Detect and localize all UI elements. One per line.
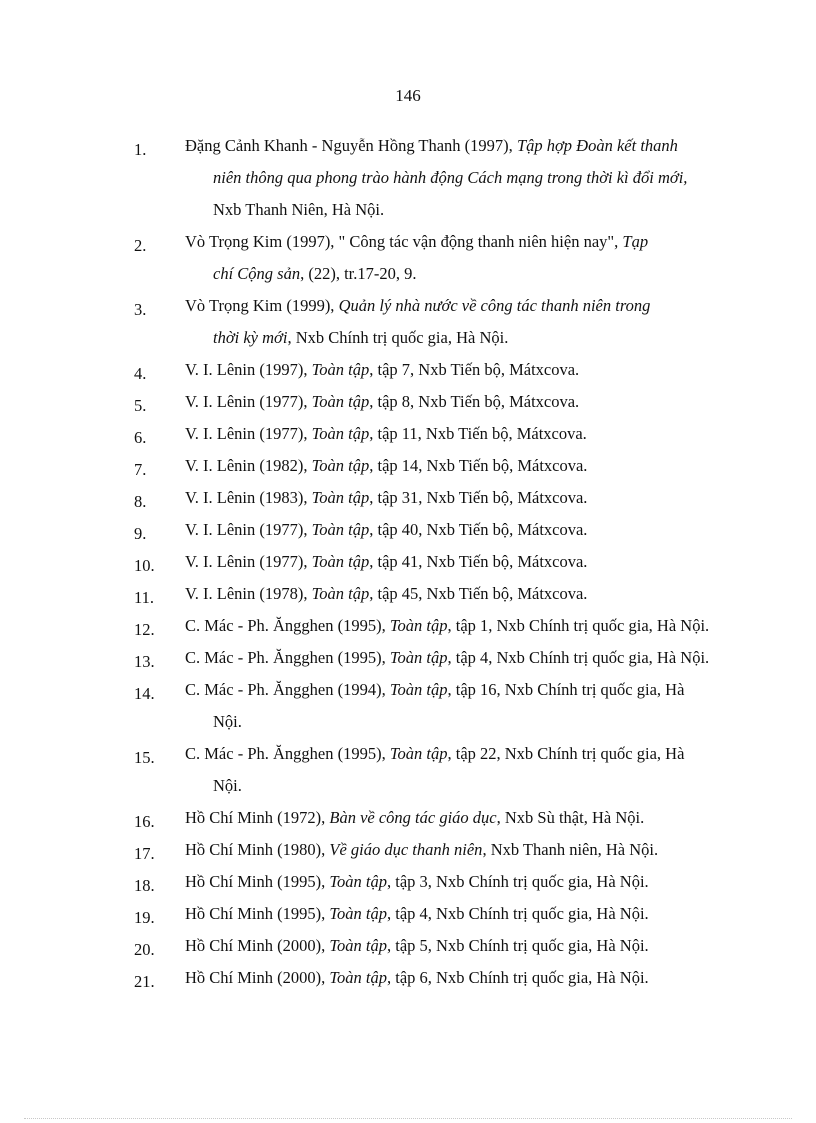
reference-segment: V. I. Lênin (1983), [185, 488, 312, 507]
reference-title-segment: Toàn tập [389, 616, 448, 635]
reference-segment: , Nxb Sù thật, Hà Nội. [496, 808, 645, 827]
reference-number: 13. [134, 652, 155, 671]
reference-title-segment: Tập hợp Đoàn kết thanh [516, 136, 678, 155]
reference-text [185, 866, 745, 898]
reference-line [185, 162, 745, 194]
reference-segment: , tập 4, Nxb Chính trị quốc gia, Hà Nội. [387, 904, 649, 923]
reference-item [0, 674, 816, 738]
reference-segment: , tập 8, Nxb Tiến bộ, Mátxcova. [369, 392, 580, 411]
reference-text [185, 578, 745, 610]
reference-title-segment: Về giáo dục thanh niên [329, 840, 483, 859]
reference-segment: , tập 14, Nxb Tiến bộ, Mátxcova. [369, 456, 588, 475]
reference-title-segment: niên thông qua phong trào hành động Cách mạng trong thời kì đổi mới, [213, 168, 688, 187]
reference-text [185, 386, 745, 418]
reference-segment: , tập 40, Nxb Tiến bộ, Mátxcova. [369, 520, 588, 539]
reference-segment: , Nxb Thanh niên, Hà Nội. [482, 840, 659, 859]
reference-segment: Vò Trọng Kim (1999), [185, 296, 339, 315]
reference-text [185, 514, 745, 546]
reference-number: 3. [134, 300, 147, 319]
reference-number: 4. [134, 364, 147, 383]
reference-number: 7. [134, 460, 147, 479]
reference-title-segment: Toàn tập [389, 680, 448, 699]
reference-title-segment: Toàn tập [329, 872, 387, 891]
reference-line [185, 130, 745, 162]
reference-line [185, 578, 745, 610]
reference-segment: , tập 16, Nxb Chính trị quốc gia, Hà [447, 680, 685, 699]
reference-segment: V. I. Lênin (1977), [185, 392, 312, 411]
reference-item [0, 514, 816, 546]
reference-segment: C. Mác - Ph. Ăngghen (1994), [185, 680, 390, 699]
reference-segment: V. I. Lênin (1978), [185, 584, 312, 603]
reference-line [185, 258, 745, 290]
reference-number: 15. [134, 748, 155, 767]
reference-line [185, 706, 745, 738]
reference-text [185, 642, 745, 674]
reference-text [185, 898, 745, 930]
reference-segment: V. I. Lênin (1977), [185, 424, 312, 443]
reference-title-segment: thời kỳ mới [213, 328, 288, 347]
reference-title-segment: Toàn tập [311, 456, 370, 475]
reference-line [185, 738, 745, 770]
reference-segment: Vò Trọng Kim (1997), " Công tác vận động thanh niên hiện nay", [185, 232, 623, 251]
reference-title-segment: Toàn tập [311, 392, 370, 411]
reference-text [185, 450, 745, 482]
reference-title-segment: Toàn tập [311, 552, 370, 571]
reference-title-segment: Toàn tập [329, 936, 387, 955]
reference-segment: , tập 11, Nxb Tiến bộ, Mátxcova. [369, 424, 587, 443]
reference-line [185, 802, 745, 834]
reference-item [0, 226, 816, 290]
reference-text [185, 482, 745, 514]
reference-line [185, 930, 745, 962]
reference-segment: Nxb Thanh Niên, Hà Nội. [213, 200, 385, 219]
reference-title-segment: Bàn về công tác giáo dục [329, 808, 497, 827]
reference-item [0, 386, 816, 418]
reference-number: 21. [134, 972, 155, 991]
reference-line [185, 482, 745, 514]
reference-segment: Hồ Chí Minh (1980), [185, 840, 330, 859]
reference-number: 20. [134, 940, 155, 959]
reference-segment: , tập 31, Nxb Tiến bộ, Mátxcova. [369, 488, 588, 507]
reference-title-segment: chí Cộng sản [213, 264, 301, 283]
reference-item [0, 866, 816, 898]
reference-title-segment: Toàn tập [389, 648, 448, 667]
reference-number: 5. [134, 396, 147, 415]
reference-line [185, 898, 745, 930]
reference-text [185, 962, 745, 994]
reference-text [185, 418, 745, 450]
page-bottom-divider [24, 1118, 792, 1119]
reference-title-segment: Toàn tập [311, 488, 370, 507]
reference-segment: C. Mác - Ph. Ăngghen (1995), [185, 648, 390, 667]
reference-segment: , tập 4, Nxb Chính trị quốc gia, Hà Nội. [447, 648, 710, 667]
reference-line [185, 450, 745, 482]
reference-line [185, 514, 745, 546]
reference-line [185, 418, 745, 450]
reference-line [185, 546, 745, 578]
reference-segment: , tập 45, Nxb Tiến bộ, Mátxcova. [369, 584, 588, 603]
reference-segment: Đặng Cảnh Khanh - Nguyễn Hồng Thanh (1997), [185, 136, 517, 155]
reference-text [185, 738, 745, 802]
reference-title-segment: Tạp [622, 232, 649, 251]
reference-line [185, 226, 745, 258]
reference-segment: Nội. [213, 776, 242, 795]
reference-segment: , tập 3, Nxb Chính trị quốc gia, Hà Nội. [387, 872, 649, 891]
reference-line [185, 674, 745, 706]
reference-title-segment: Toàn tập [389, 744, 448, 763]
reference-number: 17. [134, 844, 155, 863]
reference-item [0, 930, 816, 962]
reference-item [0, 802, 816, 834]
reference-segment: C. Mác - Ph. Ăngghen (1995), [185, 616, 390, 635]
reference-item [0, 354, 816, 386]
reference-line [185, 962, 745, 994]
reference-segment: V. I. Lênin (1982), [185, 456, 312, 475]
reference-segment: Nội. [213, 712, 242, 731]
reference-text [185, 802, 745, 834]
reference-item [0, 290, 816, 354]
reference-number: 8. [134, 492, 147, 511]
reference-title-segment: Toàn tập [311, 424, 370, 443]
reference-item [0, 610, 816, 642]
reference-segment: Hồ Chí Minh (1995), [185, 904, 330, 923]
reference-segment: Hồ Chí Minh (1972), [185, 808, 330, 827]
reference-item [0, 546, 816, 578]
reference-text [185, 610, 745, 642]
reference-item [0, 418, 816, 450]
reference-item [0, 898, 816, 930]
reference-item [0, 642, 816, 674]
reference-text [185, 546, 745, 578]
reference-number: 12. [134, 620, 155, 639]
reference-item [0, 962, 816, 994]
reference-number: 2. [134, 236, 147, 255]
reference-segment: , tập 6, Nxb Chính trị quốc gia, Hà Nội. [387, 968, 649, 987]
reference-segment: V. I. Lênin (1977), [185, 552, 312, 571]
page-number: 146 [395, 86, 421, 105]
reference-segment: C. Mác - Ph. Ăngghen (1995), [185, 744, 390, 763]
reference-number: 10. [134, 556, 155, 575]
reference-title-segment: Toàn tập [311, 584, 370, 603]
reference-title-segment: Toàn tập [329, 968, 387, 987]
reference-segment: V. I. Lênin (1997), [185, 360, 312, 379]
reference-line [185, 386, 745, 418]
reference-segment: Hồ Chí Minh (2000), [185, 936, 330, 955]
reference-number: 14. [134, 684, 155, 703]
reference-line [185, 354, 745, 386]
reference-segment: , tập 7, Nxb Tiến bộ, Mátxcova. [369, 360, 580, 379]
reference-number: 16. [134, 812, 155, 831]
reference-line [185, 610, 745, 642]
reference-segment: Hồ Chí Minh (1995), [185, 872, 330, 891]
reference-title-segment: Toàn tập [311, 360, 370, 379]
reference-text [185, 354, 745, 386]
reference-item [0, 130, 816, 226]
reference-text [185, 226, 745, 290]
reference-item [0, 834, 816, 866]
reference-text [185, 834, 745, 866]
reference-segment: , (22), tr.17-20, 9. [300, 264, 417, 283]
reference-segment: Hồ Chí Minh (2000), [185, 968, 330, 987]
reference-number: 9. [134, 524, 147, 543]
reference-text [185, 930, 745, 962]
reference-item [0, 482, 816, 514]
reference-line [185, 770, 745, 802]
reference-text [185, 130, 745, 226]
reference-title-segment: Quản lý nhà nước về công tác thanh niên trong [338, 296, 651, 315]
reference-number: 18. [134, 876, 155, 895]
reference-segment: , tập 22, Nxb Chính trị quốc gia, Hà [447, 744, 685, 763]
reference-number: 11. [134, 588, 155, 607]
reference-line [185, 290, 745, 322]
reference-line [185, 866, 745, 898]
reference-text [185, 674, 745, 738]
reference-title-segment: Toàn tập [311, 520, 370, 539]
reference-line [185, 642, 745, 674]
reference-line [185, 194, 745, 226]
reference-list [0, 130, 816, 994]
reference-segment: , tập 41, Nxb Tiến bộ, Mátxcova. [369, 552, 588, 571]
reference-number: 6. [134, 428, 147, 447]
reference-item [0, 738, 816, 802]
reference-number: 19. [134, 908, 155, 927]
reference-segment: , tập 1, Nxb Chính trị quốc gia, Hà Nội. [447, 616, 710, 635]
reference-line [185, 322, 745, 354]
reference-text [185, 290, 745, 354]
reference-item [0, 450, 816, 482]
reference-line [185, 834, 745, 866]
reference-segment: , Nxb Chính trị quốc gia, Hà Nội. [287, 328, 509, 347]
reference-segment: , tập 5, Nxb Chính trị quốc gia, Hà Nội. [387, 936, 649, 955]
reference-title-segment: Toàn tập [329, 904, 387, 923]
reference-number: 1. [134, 140, 147, 159]
reference-segment: V. I. Lênin (1977), [185, 520, 312, 539]
reference-item [0, 578, 816, 610]
